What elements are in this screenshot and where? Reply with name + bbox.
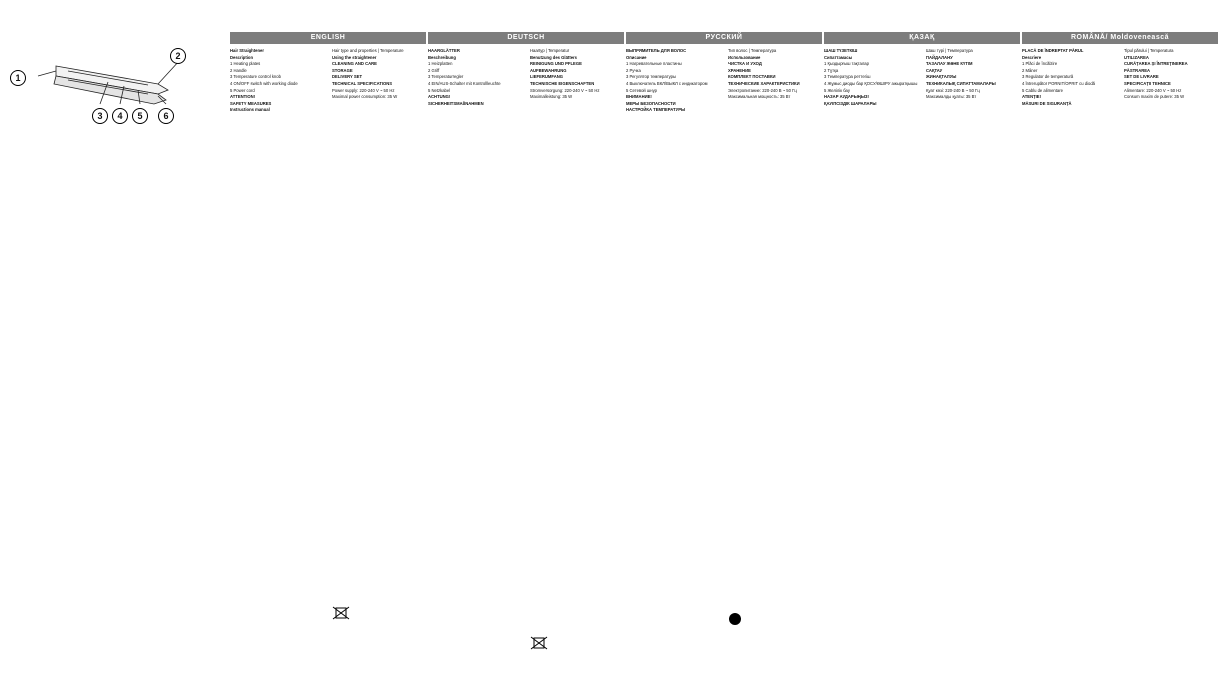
text-line: LIEFERUMFANG xyxy=(530,74,564,80)
text-line: Power supply: 220-240 V ~ 50 Hz xyxy=(332,87,395,93)
text-line: UTILIZAREA xyxy=(1124,54,1149,60)
callout-5: 5 xyxy=(132,108,148,124)
text-line: Using the straightener xyxy=(332,54,377,60)
text-line: 2 Ручка xyxy=(626,67,641,73)
romana-column-1 xyxy=(1022,48,1118,107)
text-line: Тип волос | Температура xyxy=(728,48,777,53)
product-figure xyxy=(8,24,192,144)
russian-column-1 xyxy=(626,48,722,114)
text-line: 3 Regulator de temperatură xyxy=(1022,74,1074,80)
text-line: 2 Griff xyxy=(428,67,440,73)
text-line: 2 Mâner xyxy=(1022,67,1038,73)
text-line: НАСТРОЙКА ТЕМПЕРАТУРЫ xyxy=(626,107,686,113)
text-line: 5 Power cord xyxy=(230,87,255,93)
text-line: ВЫПРЯМИТЕЛЬ ДЛЯ ВОЛОС xyxy=(626,48,687,53)
text-line: Сипаттамасы xyxy=(824,54,853,60)
text-line: 3 Temperature control knob xyxy=(230,74,281,80)
text-line: 4 EIN/AUS-Schalter mit Kontrollleuchte xyxy=(428,80,501,86)
text-line: 5 Желілік бау xyxy=(824,87,850,93)
text-line: 3 Регулятор температуры xyxy=(626,74,676,80)
text-line: 2 Тұтқа xyxy=(824,67,839,73)
english-column-1 xyxy=(230,48,326,114)
text-line: 3 Температура реттегіш xyxy=(824,74,871,80)
text-line: Haartyp | Temperatur xyxy=(530,48,570,53)
text-line: 4 Выключатель ВКЛ/ВЫКЛ с индикатором xyxy=(626,80,708,86)
text-line: ВНИМАНИЕ! xyxy=(626,94,652,100)
text-line: MĂSURI DE SIGURANȚĂ xyxy=(1022,100,1072,106)
text-line: PĂSTRAREA xyxy=(1124,67,1151,73)
text-line: Maximal power consumption: 35 W xyxy=(332,94,398,100)
panel-title: РУССКИЙ xyxy=(626,32,822,44)
text-line: Consum maxim de putere: 35 W xyxy=(1124,94,1185,100)
text-line: Alimentare: 220-240 V ~ 50 Hz xyxy=(1124,87,1182,93)
certification-mark-icon xyxy=(724,612,746,626)
text-line: ПАЙДАЛАНУ xyxy=(926,54,953,60)
text-line: Instructions manual xyxy=(230,107,270,113)
text-line: КОМПЛЕКТ ПОСТАВКИ xyxy=(728,74,776,80)
panel-title: ҚАЗАҚ xyxy=(824,32,1020,44)
text-line: HAARGLÄTTER xyxy=(428,48,460,53)
text-line: 5 Netzkabel xyxy=(428,87,451,93)
text-line: 3 Temperaturregler xyxy=(428,74,464,80)
english-column-2 xyxy=(332,48,428,114)
text-line: SAFETY MEASURES xyxy=(230,100,272,106)
kazakh-column-1 xyxy=(824,48,920,107)
text-line: Использование xyxy=(728,54,761,60)
text-line: 1 Plăci de încălzire xyxy=(1022,61,1058,67)
panel-title: ENGLISH xyxy=(230,32,426,44)
text-line: 1 Қыздырғыш тақталар xyxy=(824,61,869,67)
text-line: DELIVERY SET xyxy=(332,74,363,80)
text-line: AUFBEWAHRUNG xyxy=(530,67,567,73)
text-line: ҚАУІПСІЗДІК ШАРАЛАРЫ xyxy=(824,100,877,106)
text-line: Stromversorgung: 220-240 V ~ 50 Hz xyxy=(530,87,600,93)
text-line: ATENȚIE! xyxy=(1022,94,1041,100)
text-line: ACHTUNG! xyxy=(428,94,451,100)
hair-straightener-drawing xyxy=(8,24,192,144)
panel-title: ROMÂNĂ/ Moldovenească xyxy=(1022,32,1218,44)
text-line: ХРАНЕНИЕ xyxy=(728,67,751,73)
romana-column-2 xyxy=(1124,48,1220,107)
text-line: 1 Heating plates xyxy=(230,61,261,67)
russian-column-2 xyxy=(728,48,824,114)
text-line: Descriere xyxy=(1022,54,1042,60)
text-line: 1 Нагревательные пластины xyxy=(626,61,682,67)
text-line: НАЗАР АУДАРЫҢЫЗ! xyxy=(824,94,869,100)
text-line: TECHNISCHE EIGENSCHAFTEN xyxy=(530,80,595,86)
text-line: 4 ON/OFF switch with working diode xyxy=(230,80,298,86)
text-line: Hair Straightener xyxy=(230,48,264,53)
callout-6: 6 xyxy=(158,108,174,124)
text-line: Description xyxy=(230,54,254,60)
callout-3: 3 xyxy=(92,108,108,124)
text-line: ТЕХНИКАЛЫҚ СИПАТТАМАЛАРЫ xyxy=(926,80,996,86)
text-line: Максималды қуаты: 35 Вт xyxy=(926,94,977,100)
text-line: Описание xyxy=(626,54,647,60)
text-line: ATTENTION! xyxy=(230,94,256,100)
text-line: ЧИСТКА И УХОД xyxy=(728,61,762,67)
text-line: ЖИНАҚТАЛУЫ xyxy=(926,74,957,80)
text-line: STORAGE xyxy=(332,67,353,73)
deutsch-column-1 xyxy=(428,48,524,107)
text-line: Hair type and properties | Temperature xyxy=(332,48,404,53)
text-line: Қуат көзі: 220-240 В ~ 50 Гц xyxy=(926,87,980,93)
text-line: ТЕХНИЧЕСКИЕ ХАРАКТЕРИСТИКИ xyxy=(728,80,800,86)
text-line: Шаш түрі | Температура xyxy=(926,48,973,53)
text-line: 5 Cablu de alimentare xyxy=(1022,87,1063,93)
recycling-bin-crossed-icon xyxy=(528,636,550,650)
text-line: 2 Handle xyxy=(230,67,247,73)
text-line: 4 Întrerupător PORNIT/OPRIT cu diodă xyxy=(1022,80,1096,86)
text-line: 4 Жұмыс диоды бар ҚОСУ/ӨШІРУ ажыратқышы xyxy=(824,80,918,86)
text-line: SPECIFICAȚII TEHNICE xyxy=(1124,80,1171,86)
text-line: TECHNICAL SPECIFICATIONS xyxy=(332,80,393,86)
text-line: Beschreibung xyxy=(428,54,456,60)
kazakh-column-2 xyxy=(926,48,1022,107)
panel-title: DEUTSCH xyxy=(428,32,624,44)
text-line: 1 Heizplatten xyxy=(428,61,453,67)
callout-1: 1 xyxy=(10,70,26,86)
deutsch-column-2 xyxy=(530,48,626,107)
text-line: REINIGUNG UND PFLEGE xyxy=(530,61,582,67)
text-line: 5 Сетевой шнур xyxy=(626,87,657,93)
text-line: ШАШ ТҮЗЕТКІШ xyxy=(824,48,858,53)
text-line: SET DE LIVRARE xyxy=(1124,74,1159,80)
text-line: МЕРЫ БЕЗОПАСНОСТИ xyxy=(626,100,676,106)
callout-4: 4 xyxy=(112,108,128,124)
text-line: PLACĂ DE ÎNDREPTAT PĂRUL xyxy=(1022,48,1084,53)
text-line: Максимальная мощность: 35 Вт xyxy=(728,94,791,100)
callout-2: 2 xyxy=(170,48,186,64)
text-line: Maximalleistung: 35 W xyxy=(530,94,573,100)
text-line: SICHERHEITSMAßNAHMEN xyxy=(428,100,484,106)
text-line: Benutzung des Glätters xyxy=(530,54,577,60)
text-line: Tipul părului | Temperatura xyxy=(1124,48,1174,53)
recycling-bin-crossed-icon xyxy=(330,606,352,620)
text-line: Электропитание: 220-240 В ~ 50 Гц xyxy=(728,87,797,93)
text-line: CLEANING AND CARE xyxy=(332,61,377,67)
text-line: CURĂȚAREA ȘI ÎNTREȚINEREA xyxy=(1124,61,1188,67)
text-line: САҚТАУ xyxy=(926,67,943,73)
text-line: ТАЗАЛАУ ЖӘНЕ КҮТІМ xyxy=(926,61,973,67)
